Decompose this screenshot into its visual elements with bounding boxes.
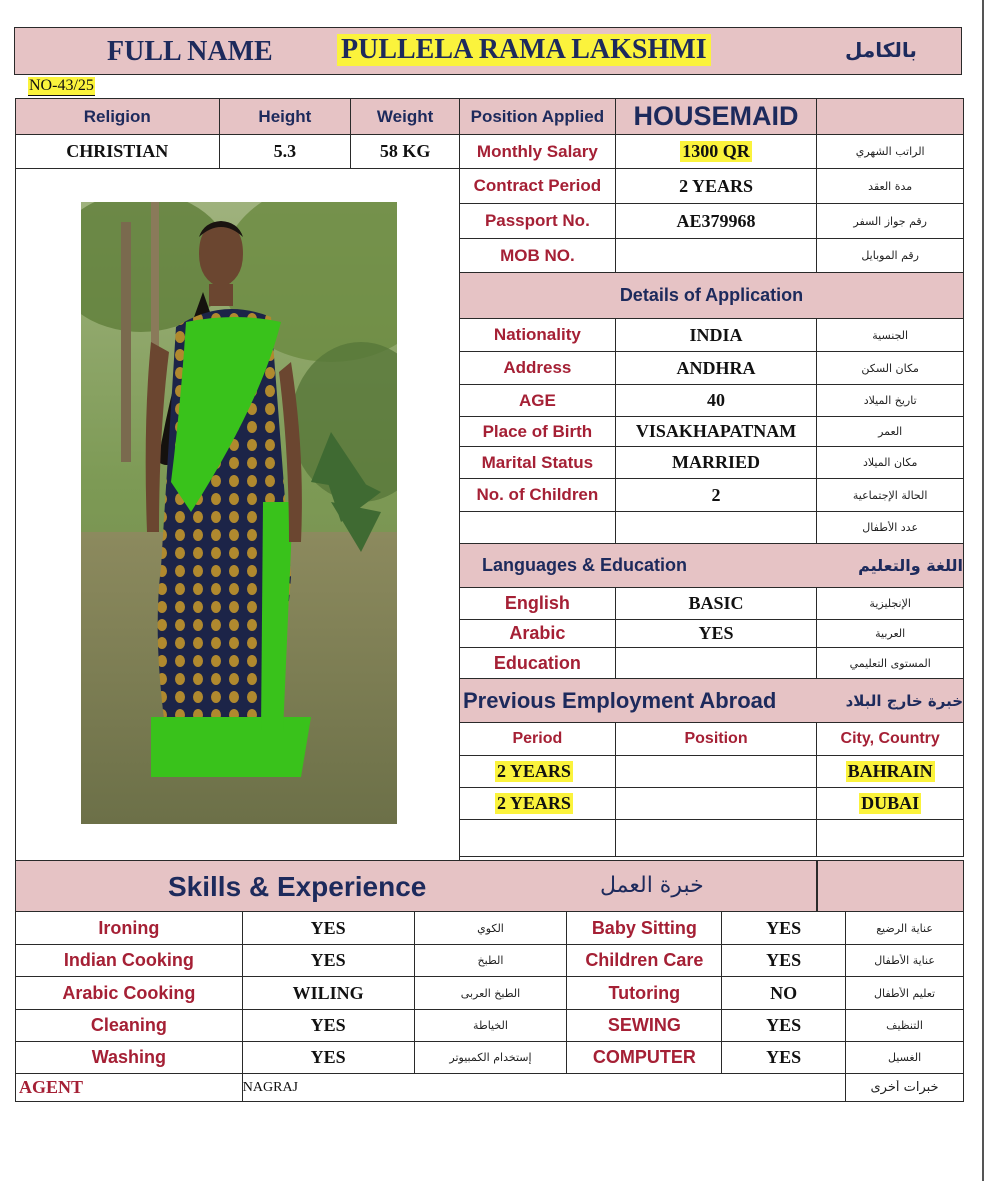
height-label: Height [258,106,312,126]
skill-left-value: YES [310,917,346,938]
employment-row [460,820,964,857]
age-row [460,385,964,417]
skill-row [16,1010,964,1042]
education-label: Education [493,652,581,673]
skill-right-arabic: التنظيف [886,1019,923,1032]
weight-label: Weight [376,106,434,126]
full-name-text: PULLELA RAMA LAKSHMI [341,34,707,65]
marital-value: MARRIED [672,452,761,472]
col-period: Period [512,730,563,747]
children-row [460,479,964,512]
english-value: BASIC [688,593,744,613]
passport-value: AE379968 [676,210,756,231]
skill-left-arabic: الكوي [477,921,504,935]
skill-left-value: YES [310,1047,346,1067]
birthplace-row [460,417,964,447]
col-position: Position [684,730,748,747]
skill-row [16,1042,964,1074]
agent-label: AGENT [19,1077,84,1097]
skill-right-label: Tutoring [608,982,681,1003]
skill-left-value: YES [310,1015,346,1035]
arabic-value: YES [698,623,734,643]
skill-right-arabic: عناية الرضيع [876,921,933,935]
skill-left-label: Arabic Cooking [62,982,196,1003]
address-arabic: مكان السكن [861,361,919,375]
skill-right-label: Children Care [585,950,704,970]
mobile-row [460,239,964,273]
agent-arabic: خبرات أخرى [870,1080,939,1095]
skill-right-value: NO [770,982,798,1003]
agent-value: NAGRAJ [242,1079,299,1095]
position-value: HOUSEMAID [633,101,799,131]
employment-period: 2 YEARS [497,793,571,813]
salary-label: Monthly Salary [476,141,598,161]
skill-right-value: YES [766,1047,802,1067]
weight-value: 58 KG [379,141,431,161]
skill-left-arabic: الطبخ [477,954,504,967]
english-label: English [504,593,570,613]
children-value: 2 [711,484,721,505]
age-label: AGE [518,390,556,410]
skill-right-value: YES [766,950,802,970]
children-arabic: الحالة الإجتماعية [852,488,928,502]
employment-title-arabic: خبرة خارج البلاد [845,691,963,710]
skills-table [15,911,964,1102]
skill-left-arabic: الطبخ العربى [460,986,521,1000]
age-value: 40 [707,390,726,410]
reference-number-text: NO-43/25 [29,77,94,94]
marital-arabic: مكان الميلاد [862,456,918,469]
basic-info-table [15,98,460,169]
salary-value-text: 1300 QR [682,141,750,161]
skill-right-value: YES [766,917,802,938]
skills-header-divider [816,861,818,911]
employment-city: BAHRAIN [847,761,933,781]
skill-row [16,912,964,945]
details-title: Details of Application [619,285,804,305]
skill-right-arabic: عناية الأطفال [874,954,935,967]
blank-detail-arabic: عدد الأطفال [862,521,919,534]
marital-row [460,447,964,479]
passport-row [460,204,964,239]
skill-left-value: WILING [292,982,364,1003]
salary-value [616,141,817,162]
languages-title-arabic: اللغة والتعليم [858,556,963,575]
children-label: No. of Children [476,485,599,504]
candidate-photo [81,202,397,824]
skill-right-arabic: تعليم الأطفال [873,986,936,1000]
arabic-row [460,620,964,648]
employment-city: DUBAI [861,793,920,813]
full-name-arabic: بالكامل [845,38,917,62]
passport-arabic: رقم جواز السفر [853,214,927,228]
skills-title: Skills & Experience [168,871,427,902]
skills-title-arabic: خبرة العمل [600,873,704,898]
address-value: ANDHRA [676,357,756,378]
candidate-photo-illustration [81,202,397,824]
religion-label: Religion [83,106,151,126]
arabic-arabic: العربية [875,627,906,640]
religion-value: CHRISTIAN [66,141,169,161]
contract-row [460,169,964,204]
employment-header [460,679,964,723]
position-label: Position Applied [470,106,605,126]
birthplace-value: VISAKHAPATNAM [635,421,797,441]
education-arabic: المستوى التعليمي [849,656,931,670]
nationality-label: Nationality [493,325,581,344]
mobile-label: MOB NO. [500,245,575,265]
skill-left-value: YES [310,950,346,970]
skill-row [16,977,964,1010]
skills-header [15,860,964,912]
birthplace-arabic: العمر [878,425,903,438]
languages-header [460,544,964,588]
skill-left-label: Cleaning [90,1015,167,1035]
skill-left-label: Ironing [98,917,160,938]
employment-row [460,788,964,820]
skill-right-arabic: الغسيل [887,1051,922,1064]
page-edge [982,0,984,1181]
nationality-value: INDIA [689,324,743,345]
full-name-label: FULL NAME [107,36,273,67]
skill-right-label: Baby Sitting [591,917,697,938]
arabic-label: Arabic [509,623,566,643]
english-arabic: الإنجليزية [869,597,911,610]
application-table [459,98,964,857]
skill-right-value: YES [766,1015,802,1035]
skill-left-arabic: إستخدام الكمبيوتر [449,1051,532,1064]
reference-number [28,77,95,96]
skill-left-arabic: الخياطة [473,1019,508,1032]
english-row [460,588,964,620]
employment-period: 2 YEARS [497,761,571,781]
age-arabic: تاريخ الميلاد [863,394,917,407]
full-name-bar [14,27,962,75]
employment-row [460,756,964,788]
birthplace-label: Place of Birth [482,421,593,441]
nationality-arabic: الجنسية [872,328,909,342]
contract-label: Contract Period [473,176,602,195]
skill-row [16,945,964,977]
contract-arabic: مدة العقد [868,179,913,193]
nationality-row [460,319,964,352]
salary-arabic: الراتب الشهري [855,145,925,158]
address-row [460,352,964,385]
employment-columns [460,723,964,756]
skill-right-label: SEWING [607,1015,681,1035]
blank-detail-row [460,512,964,544]
education-row [460,648,964,679]
skill-left-label: Washing [91,1047,167,1067]
mobile-arabic: رقم الموبايل [861,249,919,262]
full-name-value [337,34,711,66]
salary-row [460,135,964,169]
skill-right-label: COMPUTER [592,1047,696,1067]
height-value: 5.3 [273,141,297,161]
col-city-country: City, Country [840,730,940,747]
skill-left-label: Indian Cooking [63,950,194,970]
marital-label: Marital Status [481,452,594,472]
address-label: Address [503,358,572,377]
languages-title: Languages & Education [482,555,688,575]
agent-row [16,1074,964,1102]
passport-label: Passport No. [484,211,590,230]
employment-title: Previous Employment Abroad [463,687,777,713]
contract-value: 2 YEARS [679,175,753,196]
